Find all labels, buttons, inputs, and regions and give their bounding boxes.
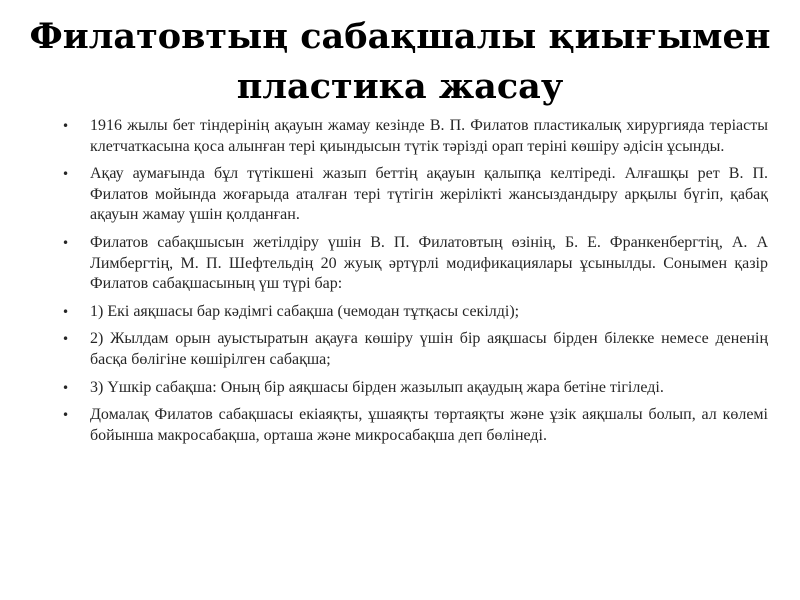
list-item <box>62 164 768 226</box>
list-item <box>62 405 768 446</box>
list-item-text: Ақау аумағында бұл түтікшені жазып беттің ақауын қалыпқа келтіреді. Алғашқы рет В. П. Филатов мойында жоғарыда аталған тері түтігін жерілікті жансыздандыру арқылы бүгіп, қабақ ақауын жамау үшін қолданған. <box>90 165 768 224</box>
list-item-text: 1916 жылы бет тіндерінің ақауын жамау кезінде В. П. Филатов пластикалық хирургияда теріасты клетчаткасына қоса алынған тері қиындысын түтік тәрізді орап теріні көшіру әдісін ұсынды. <box>90 117 768 155</box>
list-item <box>62 116 768 157</box>
bullet-icon: • <box>62 304 70 319</box>
list-item-text: 1) Екі аяқшасы бар кәдімгі сабақша (чемодан тұтқасы секілді); <box>90 302 520 320</box>
list-item <box>62 329 768 370</box>
list-item-text: 2) Жылдам орын ауыстыратын ақауға көшіру үшін бір аяқшасы бірден білекке немесе дененің басқа бөлігіне көшірілген сабақша; <box>90 330 768 368</box>
slide-title: Филатовтың сабақшалы қиығымен пластика жасау <box>29 16 771 107</box>
bullet-icon: • <box>62 235 70 250</box>
bullet-icon: • <box>62 332 70 347</box>
bullet-icon: • <box>62 408 70 423</box>
bullet-icon: • <box>62 167 70 182</box>
list-item-text: Филатов сабақшысын жетілдіру үшін В. П. Филатовтың өзінің, Б. Е. Франкенбергтің, А. А Лимбергтің, М. П. Шефтельдің 20 жуық әртүрлі модификациялары ұсынылды. Сонымен қазір Филатов сабақшасының үш түрі бар: <box>90 233 768 293</box>
bullet-icon: • <box>62 119 70 133</box>
list-item <box>62 302 768 323</box>
list-item <box>62 378 768 399</box>
list-item <box>62 233 768 295</box>
list-item-text: 3) Үшкір сабақша: Оның бір аяқшасы бірден жазылып ақаудың жара бетіне тігіледі. <box>90 378 664 396</box>
bullet-icon: • <box>62 380 70 395</box>
bullet-list <box>62 116 768 453</box>
list-item-text: Домалақ Филатов сабақшасы екіаяқты, ұшаяқты төртаяқты және ұзік аяқшалы болып, ал көлемі бойынша макросабақша, орташа және микросабақша деп бөлінеді. <box>90 406 768 444</box>
